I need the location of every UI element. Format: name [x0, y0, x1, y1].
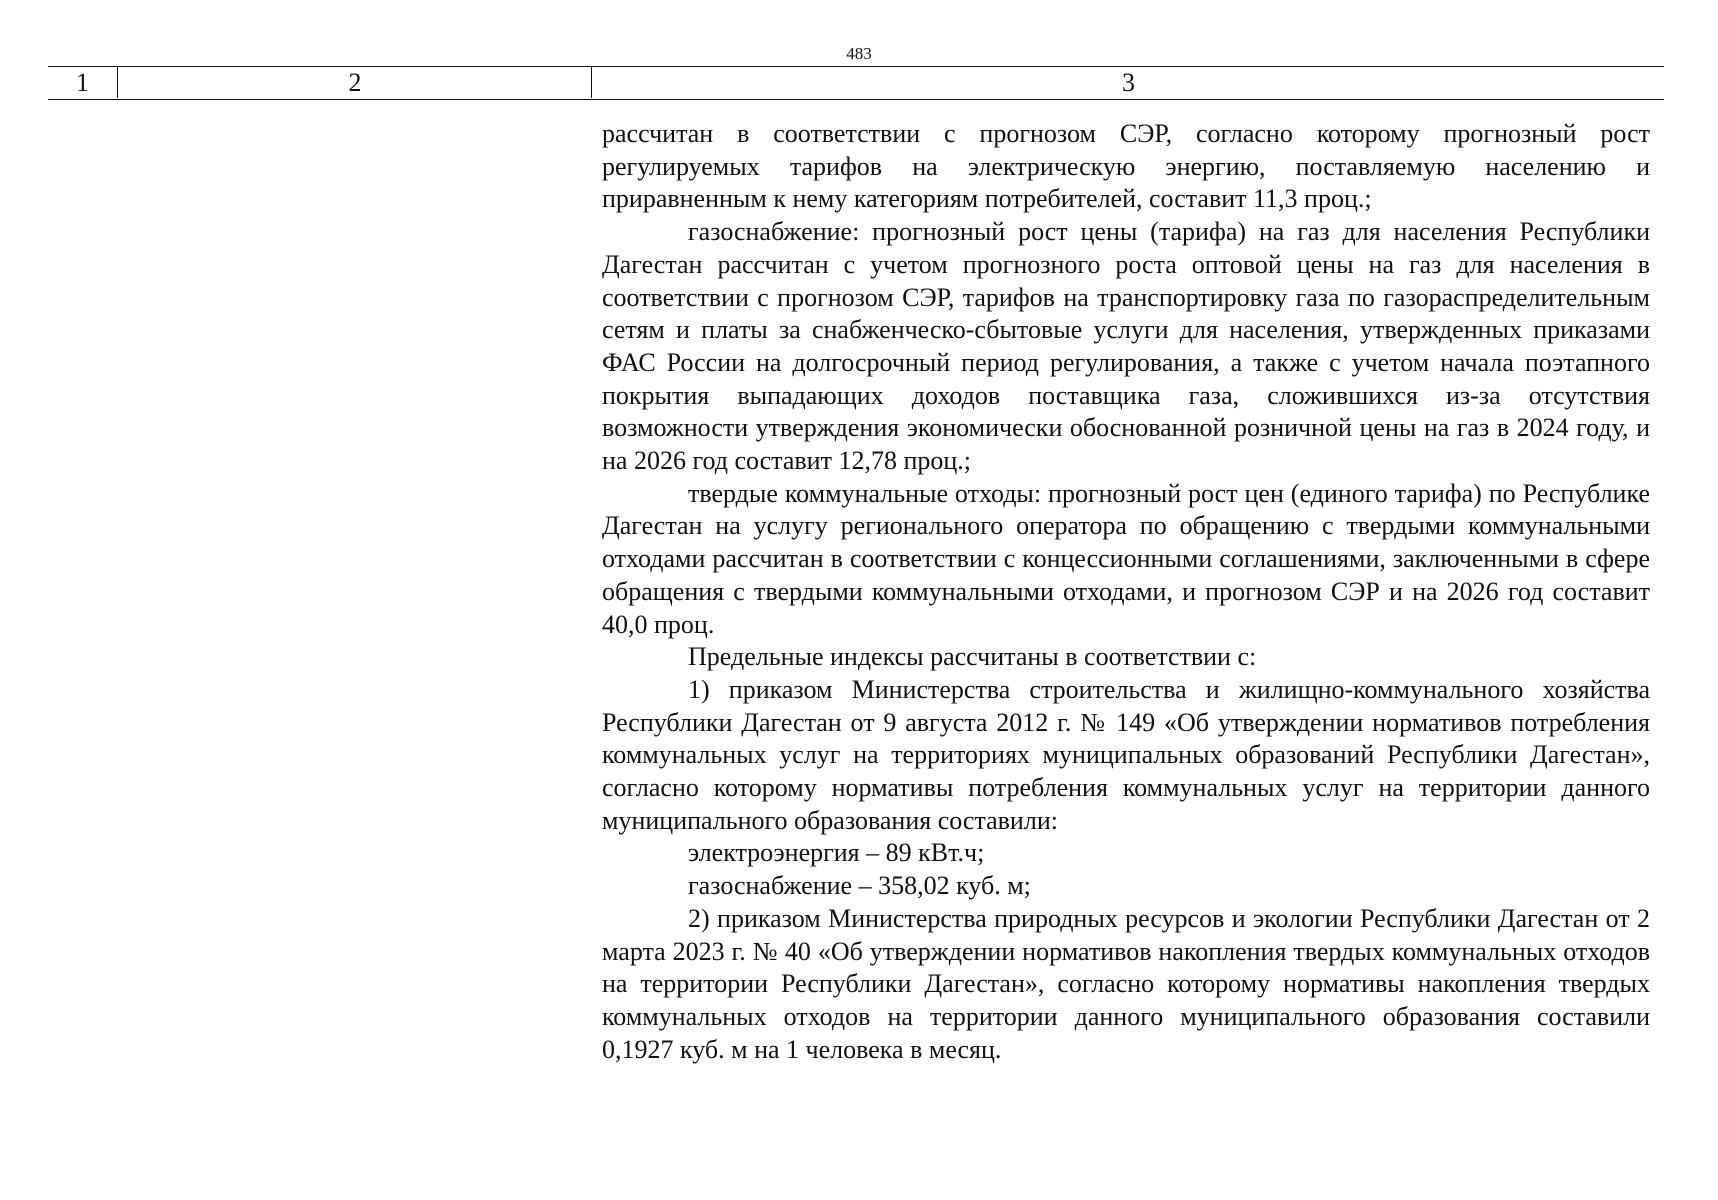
- document-body: [602, 118, 1650, 1066]
- paragraph-indices-intro: Предельные индексы рассчитаны в соответствии с:: [688, 642, 1257, 672]
- paragraph-gas-supply: газоснабжение: прогнозный рост цены (тарифа) на газ для населения Республики Дагестан рассчитан с учетом прогнозного роста оптовой цены на газ для населения в соответствии с прогнозом СЭР, тарифов на транспортировку газа по газораспределительным сетям и платы за снабженческо-сбытовые услуги для населения, утвержденных приказами ФАС России на долгосрочный период регулирования, а также с учетом начала поэтапного покрытия выпадающих доходов поставщика газа, сложившихся из-за отсутствия возможности утверждения экономически обоснованной розничной цены на газ в 2024 году, и на 2026 год составит 12,78 проц.;: [602, 217, 1650, 476]
- column-header-1: 1: [76, 68, 89, 97]
- paragraph-electricity-continuation: рассчитан в соответствии с прогнозом СЭР, согласно которому прогнозный рост регулируемых тарифов на электрическую энергию, поставляемую населению и приравненным к нему категориям потребителей, составит 11,3 проц.;: [602, 119, 1650, 214]
- column-header-row: [48, 66, 1664, 100]
- column-header-2: 2: [117, 67, 592, 98]
- paragraph-order-ecology: 2) приказом Министерства природных ресурсов и экологии Республики Дагестан от 2 марта 2023 г. № 40 «Об утверждении нормативов накопления твердых коммунальных отходов на территории Республики Дагестан», согласно которому нормативы накопления твердых коммунальных отходов на территории данного муниципального образования составили 0,1927 куб. м на 1 человека в месяц.: [602, 903, 1650, 1064]
- page-number: 483: [846, 44, 872, 63]
- paragraph-order-construction: 1) приказом Министерства строительства и жилищно-коммунального хозяйства Республики Дагестан от 9 августа 2012 г. № 149 «Об утверждении нормативов потребления коммунальных услуг на территориях муниципальных образований Республики Дагестан», согласно которому нормативы потребления коммунальных услуг на территории данного муниципального образования составили:: [602, 674, 1650, 835]
- paragraph-solid-waste: твердые коммунальные отходы: прогнозный рост цен (единого тарифа) по Республике Дагестан на услугу регионального оператора по обращению с твердыми коммунальными отходами рассчитан в соответствии с концессионными соглашениями, заключенными в сфере обращения с твердыми коммунальными отходами, и прогнозом СЭР и на 2026 год составит 40,0 проц.: [602, 478, 1650, 639]
- column-header-3: 3: [591, 67, 1665, 98]
- paragraph-gas-norm: газоснабжение – 358,02 куб. м;: [688, 871, 1031, 901]
- paragraph-electricity-norm: электроэнергия – 89 кВт.ч;: [688, 838, 985, 868]
